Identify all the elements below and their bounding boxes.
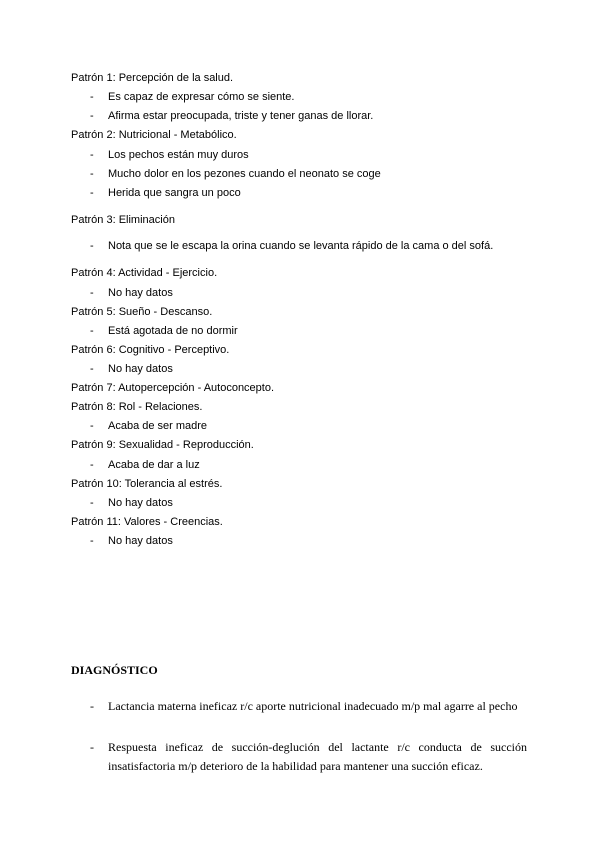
diagnosis-heading: DIAGNÓSTICO xyxy=(71,663,158,677)
pattern-1-item-1: Es capaz de expresar cómo se siente. xyxy=(108,91,295,103)
bullet-dash: - xyxy=(90,497,94,509)
pattern-5-title: Patrón 5: Sueño - Descanso. xyxy=(71,306,213,318)
bullet-dash: - xyxy=(90,459,94,471)
pattern-2-title: Patrón 2: Nutricional - Metabólico. xyxy=(71,129,237,141)
pattern-6-item-1: No hay datos xyxy=(108,363,173,375)
bullet-dash: - xyxy=(90,110,94,122)
diagnosis-item-2: Respuesta ineficaz de succión-deglución del lactante r/c conducta de succión insatisfactoria m/p deterioro de la habilidad para mantener una succión eficaz. xyxy=(108,740,527,773)
pattern-8-title: Patrón 8: Rol - Relaciones. xyxy=(71,401,203,413)
pattern-1-title: Patrón 1: Percepción de la salud. xyxy=(71,72,234,84)
bullet-dash: - xyxy=(90,91,94,103)
pattern-5-item-1: Está agotada de no dormir xyxy=(108,325,238,337)
pattern-4-title: Patrón 4: Actividad - Ejercicio. xyxy=(71,267,218,279)
pattern-7-title: Patrón 7: Autopercepción - Autoconcepto. xyxy=(71,382,275,394)
bullet-dash: - xyxy=(90,325,94,337)
pattern-8-item-1: Acaba de ser madre xyxy=(108,420,208,432)
pattern-9-title: Patrón 9: Sexualidad - Reproducción. xyxy=(71,439,254,451)
pattern-10-item-1: No hay datos xyxy=(108,497,173,509)
pattern-4-item-1: No hay datos xyxy=(108,287,173,299)
pattern-1-item-2: Afirma estar preocupada, triste y tener ganas de llorar. xyxy=(108,110,374,122)
bullet-dash: - xyxy=(90,363,94,375)
bullet-dash: - xyxy=(90,420,94,432)
pattern-3-item-1: Nota que se le escapa la orina cuando se levanta rápido de la cama o del sofá. xyxy=(108,240,494,252)
pattern-3-title: Patrón 3: Eliminación xyxy=(71,214,175,226)
bullet-dash: - xyxy=(90,699,94,713)
bullet-dash: - xyxy=(90,240,94,252)
bullet-dash: - xyxy=(90,187,94,199)
bullet-dash: - xyxy=(90,168,94,180)
pattern-2-item-3: Herida que sangra un poco xyxy=(108,187,241,199)
bullet-dash: - xyxy=(90,287,94,299)
bullet-dash: - xyxy=(90,740,94,754)
pattern-6-title: Patrón 6: Cognitivo - Perceptivo. xyxy=(71,344,230,356)
pattern-2-item-1: Los pechos están muy duros xyxy=(108,149,249,161)
pattern-9-item-1: Acaba de dar a luz xyxy=(108,459,200,471)
pattern-2-item-2: Mucho dolor en los pezones cuando el neonato se coge xyxy=(108,168,381,180)
pattern-10-title: Patrón 10: Tolerancia al estrés. xyxy=(71,478,223,490)
pattern-11-title: Patrón 11: Valores - Creencias. xyxy=(71,516,223,528)
diagnosis-item-1: Lactancia materna ineficaz r/c aporte nutricional inadecuado m/p mal agarre al pecho xyxy=(108,699,518,713)
pattern-11-item-1: No hay datos xyxy=(108,535,173,547)
bullet-dash: - xyxy=(90,149,94,161)
bullet-dash: - xyxy=(90,535,94,547)
